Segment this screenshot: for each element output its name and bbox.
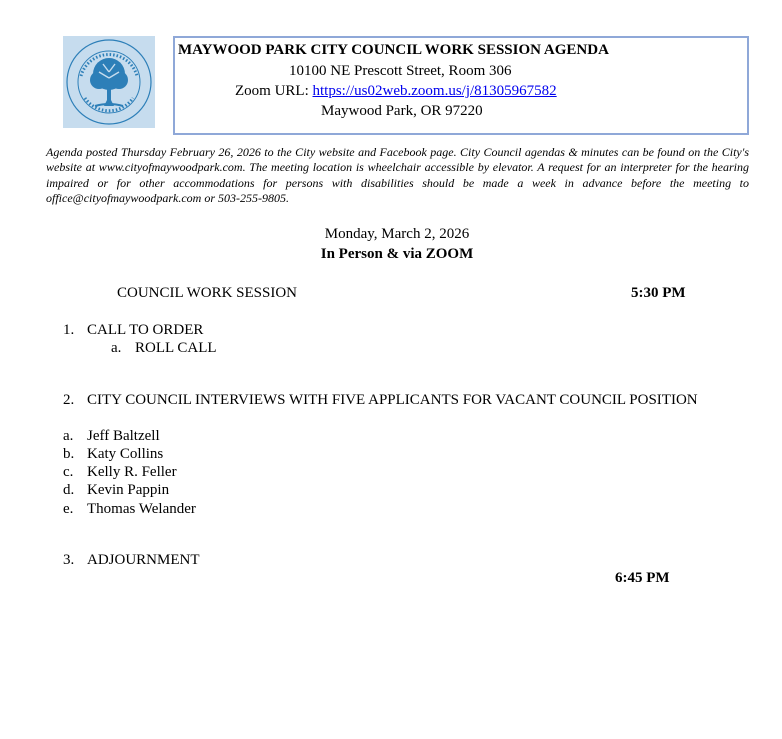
item-1a-marker: a.: [111, 340, 122, 356]
agenda-title: MAYWOOD PARK CITY COUNCIL WORK SESSION AGENDA: [178, 42, 609, 58]
applicant-marker: a.: [63, 428, 74, 444]
adjournment-time: 6:45 PM: [615, 570, 670, 586]
applicant-name: Kevin Pappin: [87, 482, 170, 498]
session-label: COUNCIL WORK SESSION: [117, 285, 298, 301]
applicant-marker: e.: [63, 501, 74, 517]
roll-call: ROLL CALL: [135, 340, 217, 356]
applicant-name: Jeff Baltzell: [87, 428, 160, 444]
applicant-marker: b.: [63, 446, 75, 462]
item-1-number: 1.: [63, 322, 75, 338]
applicant-name: Thomas Welander: [87, 501, 196, 517]
zoom-label: Zoom URL:: [235, 83, 313, 99]
item-1-title: CALL TO ORDER: [87, 322, 204, 338]
meeting-date: Monday, March 2, 2026: [324, 226, 470, 242]
meeting-address: 10100 NE Prescott Street, Room 306: [289, 63, 512, 79]
item-3-title: ADJOURNMENT: [87, 552, 200, 568]
city-state-zip: Maywood Park, OR 97220: [321, 103, 483, 119]
item-2-number: 2.: [63, 392, 75, 408]
applicant-marker: d.: [63, 482, 75, 498]
session-start-time: 5:30 PM: [631, 285, 686, 301]
applicant-name: Kelly R. Feller: [87, 464, 177, 480]
item-3-number: 3.: [63, 552, 75, 568]
tree-emblem-icon: [63, 36, 155, 128]
city-seal-logo: [63, 36, 155, 128]
posting-notice: Agenda posted Thursday February 26, 2026 to the City website and Facebook page. City Council agendas & minutes can be found on the City's website at www.cityofmaywoodpark.com. The meeting location is wheelchair accessible by elevator. A request for an interpreter for the hearing impaired or for other accommodations for persons with disabilities should be made a week in advance before the meeting to office@cityofmaywoodpark.com or 503-255-9805.: [46, 145, 749, 205]
meeting-mode: In Person & via ZOOM: [320, 246, 474, 262]
applicant-name: Katy Collins: [87, 446, 164, 462]
zoom-link[interactable]: https://us02web.zoom.us/j/81305967582: [312, 83, 557, 99]
item-2-title: CITY COUNCIL INTERVIEWS WITH FIVE APPLICANTS FOR VACANT COUNCIL POSITION: [87, 392, 698, 408]
zoom-line: [235, 83, 557, 100]
applicant-marker: c.: [63, 464, 74, 480]
